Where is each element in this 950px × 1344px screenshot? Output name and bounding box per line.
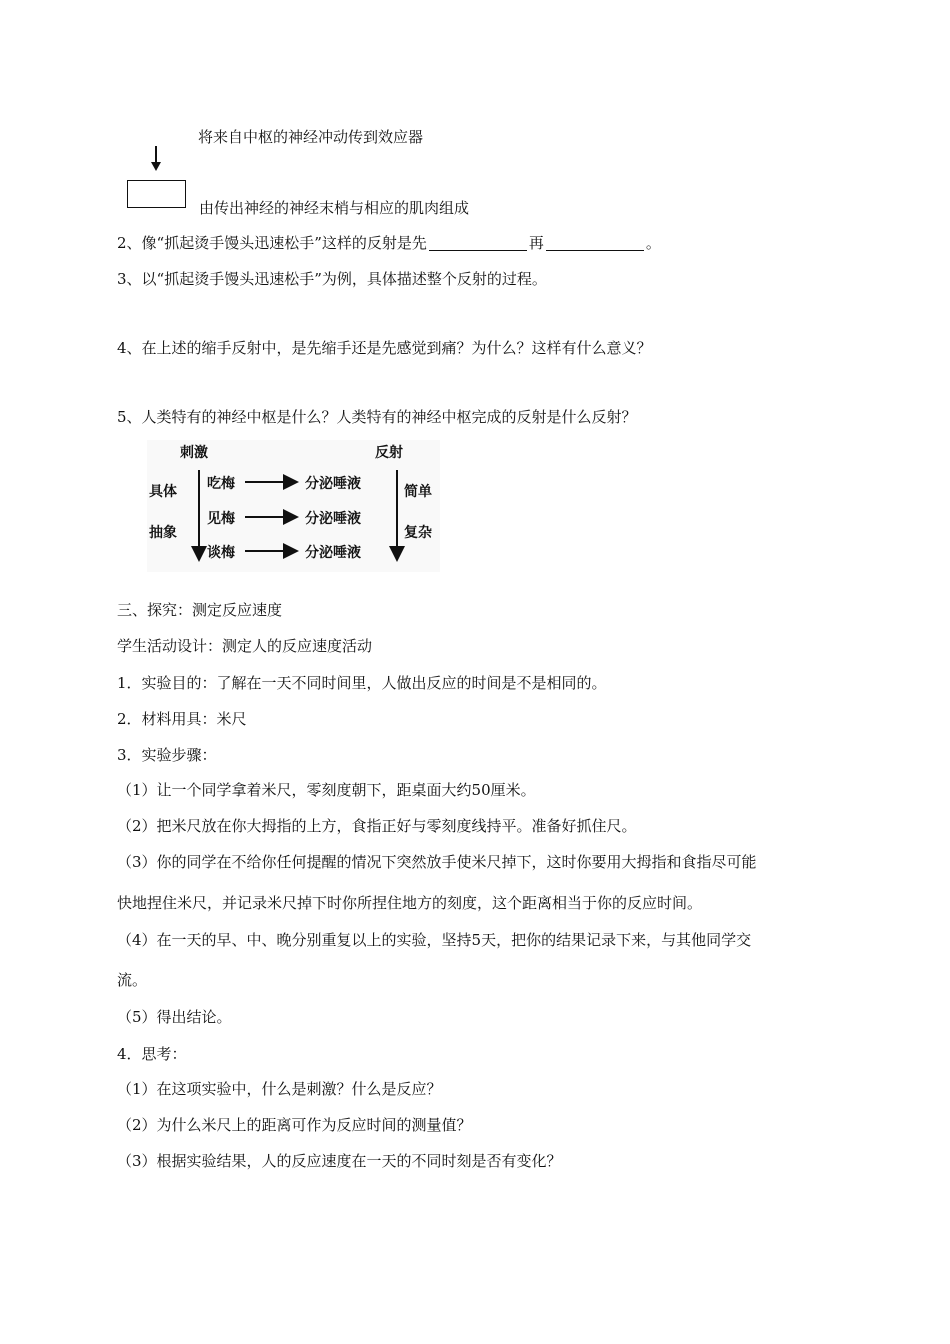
- think-question-3: （3）根据实验结果，人的反应速度在一天的不同时刻是否有变化？: [117, 1152, 562, 1170]
- abstract-label: 抽象: [149, 525, 177, 541]
- down-arrow-icon: [151, 162, 161, 171]
- think-question-2: （2）为什么米尺上的距离可作为反应时间的测量值？: [117, 1116, 472, 1134]
- response-row-2: 分泌唾液: [305, 511, 361, 527]
- step-2: （2）把米尺放在你大拇指的上方，食指正好与零刻度线持平。准备好抓住尺。: [117, 817, 637, 835]
- step-1: （1）让一个同学拿着米尺，零刻度朝下，距桌面大约50厘米。: [117, 781, 536, 799]
- question-2-text-b: 再: [528, 234, 544, 252]
- concrete-label: 具体: [149, 484, 177, 500]
- step-3-line-2: 快地捏住米尺，并记录米尺掉下时你所捏住地方的刻度，这个距离相当于你的反应时间。: [117, 894, 703, 912]
- answer-blank-1[interactable]: [429, 236, 527, 251]
- question-5: 5、人类特有的神经中枢是什么？人类特有的神经中枢完成的反射是什么反射？: [117, 408, 637, 426]
- effector-description: 由传出神经的神经末梢与相应的肌肉组成: [199, 199, 470, 217]
- question-4: 4、在上述的缩手反射中，是先缩手还是先感觉到痛？为什么？这样有什么意义？: [117, 339, 652, 357]
- step-4-line-2: 流。: [117, 971, 148, 989]
- stimulus-row-3: 谈梅: [207, 545, 235, 561]
- conditioned-reflex-diagram: [147, 440, 440, 572]
- stimulus-row-2: 见梅: [207, 511, 235, 527]
- step-5: （5）得出结论。: [117, 1008, 232, 1026]
- response-row-3: 分泌唾液: [305, 545, 361, 561]
- reflex-header: 反射: [375, 445, 403, 461]
- response-row-1: 分泌唾液: [305, 476, 361, 492]
- step-4-line-1: （4）在一天的早、中、晚分别重复以上的实验，坚持5天，把你的结果记录下来，与其他同学交: [117, 931, 752, 949]
- experiment-purpose: 1．实验目的：了解在一天不同时间里，人做出反应的时间是不是相同的。: [117, 674, 607, 692]
- think-title: 4．思考：: [117, 1045, 187, 1063]
- complex-label: 复杂: [404, 525, 432, 541]
- simple-label: 简单: [404, 484, 432, 500]
- stimulus-row-1: 吃梅: [207, 476, 235, 492]
- steps-title: 3．实验步骤：: [117, 746, 217, 764]
- diagram-arrows: [147, 440, 440, 572]
- materials: 2．材料用具：米尺: [117, 710, 247, 728]
- section-heading: 三、探究：测定反应速度: [117, 601, 283, 619]
- efferent-nerve-description: 将来自中枢的神经冲动传到效应器: [198, 128, 424, 146]
- answer-blank-2[interactable]: [546, 236, 644, 251]
- think-question-1: （1）在这项实验中，什么是刺激？什么是反应？: [117, 1080, 442, 1098]
- question-2-text-c: 。: [645, 234, 661, 252]
- effector-blank-box: [127, 180, 186, 208]
- question-2-text-a: 2、像“抓起烫手馒头迅速松手”这样的反射是先: [117, 234, 427, 252]
- step-3-line-1: （3）你的同学在不给你任何提醒的情况下突然放手使米尺掉下，这时你要用大拇指和食指尽可能: [117, 853, 757, 871]
- question-2: [117, 233, 661, 253]
- stimulus-header: 刺激: [180, 445, 208, 461]
- question-3: 3、以“抓起烫手馒头迅速松手”为例，具体描述整个反射的过程。: [117, 270, 547, 288]
- activity-title: 学生活动设计：测定人的反应速度活动: [117, 637, 373, 655]
